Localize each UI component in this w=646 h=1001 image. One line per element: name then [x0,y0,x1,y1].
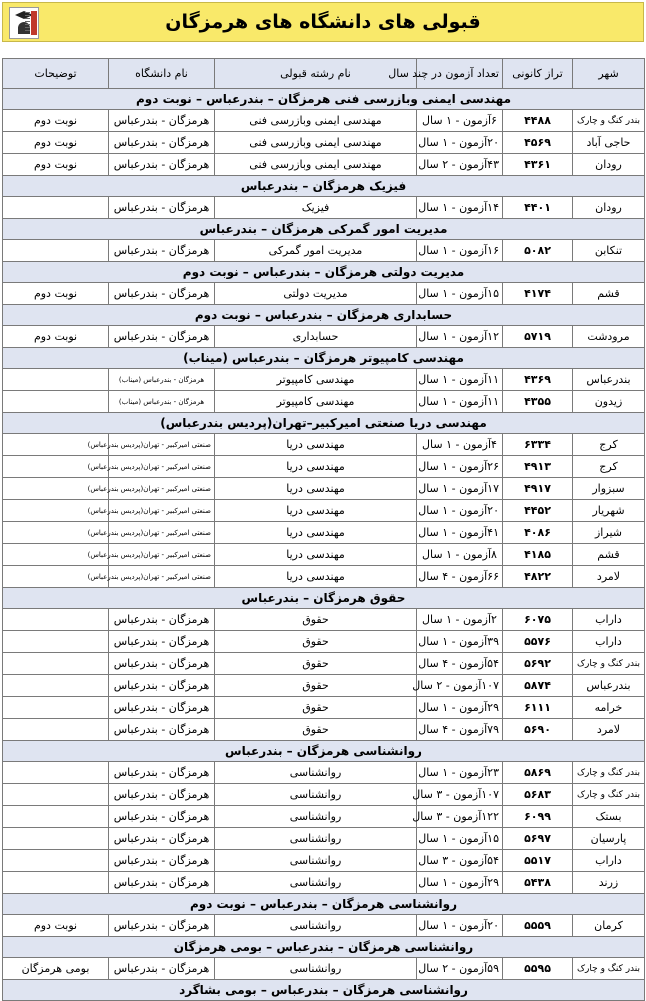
header-city: شهر [573,59,645,89]
cell-notes [3,762,109,784]
section-header-row [3,305,645,326]
cell-exams: ۱۱آزمون - ۱ سال [417,391,503,413]
section-title: مهندسی ایمنی وبازرسی فنی هرمزگان – بندرعباس – نوبت دوم [3,89,645,110]
cell-score: ۵۸۶۹ [503,762,573,784]
section-header-row [3,219,645,240]
table-row [3,544,645,566]
cell-exams: ۷۹آزمون - ۴ سال [417,719,503,741]
cell-city: لامرد [573,566,645,588]
section-header-row [3,89,645,110]
table-row [3,806,645,828]
cell-university: هرمزگان - بندرعباس [109,806,215,828]
cell-university: هرمزگان - بندرعباس [109,631,215,653]
section-title: مهندسی کامپیوتر هرمزگان – بندرعباس (میناب) [3,348,645,369]
cell-university: هرمزگان - بندرعباس (میناب) [109,391,215,413]
cell-university: صنعتی امیرکبیر - تهران(پردیس بندرعباس) [109,522,215,544]
table-row [3,609,645,631]
table-row [3,872,645,894]
cell-major: حقوق [215,653,417,675]
cell-notes [3,828,109,850]
cell-city: زیدون [573,391,645,413]
cell-major: حقوق [215,719,417,741]
cell-major: روانشناسی [215,850,417,872]
cell-exams: ۲۰آزمون - ۱ سال [417,500,503,522]
cell-university: هرمزگان - بندرعباس [109,762,215,784]
cell-major: مهندسی دریا [215,434,417,456]
cell-university: هرمزگان - بندرعباس [109,197,215,219]
cell-city: بندر کنگ و چارک [573,784,645,806]
cell-notes: نوبت دوم [3,110,109,132]
cell-score: ۶۰۷۵ [503,609,573,631]
header-university: نام دانشگاه [109,59,215,89]
cell-score: ۵۵۱۷ [503,850,573,872]
cell-notes [3,197,109,219]
cell-notes [3,609,109,631]
cell-notes [3,872,109,894]
table-row [3,283,645,305]
table-row [3,828,645,850]
cell-score: ۶۳۳۴ [503,434,573,456]
cell-exams: ۱۷آزمون - ۱ سال [417,478,503,500]
section-header-row [3,894,645,915]
cell-score: ۴۹۱۷ [503,478,573,500]
cell-university: صنعتی امیرکبیر - تهران(پردیس بندرعباس) [109,500,215,522]
logo [9,7,39,39]
cell-university: هرمزگان - بندرعباس [109,958,215,980]
cell-city: بندر کنگ و چارک [573,762,645,784]
cell-notes [3,675,109,697]
section-header-row [3,348,645,369]
cell-university: هرمزگان - بندرعباس [109,828,215,850]
section-header-row [3,262,645,283]
cell-notes: نوبت دوم [3,154,109,176]
cell-major: حقوق [215,609,417,631]
cell-notes [3,369,109,391]
table-row [3,958,645,980]
cell-city: بندر کنگ و چارک [573,653,645,675]
header-score: تراز کانونی [503,59,573,89]
cell-exams: ۲۹آزمون - ۱ سال [417,872,503,894]
table-row [3,110,645,132]
cell-city: مرودشت [573,326,645,348]
cell-exams: ۴۳آزمون - ۲ سال [417,154,503,176]
cell-university: هرمزگان - بندرعباس [109,697,215,719]
cell-exams: ۵۴آزمون - ۳ سال [417,850,503,872]
cell-city: بستک [573,806,645,828]
header-major: نام رشته قبولی [215,59,417,89]
table-body [3,89,645,1001]
cell-exams: ۱۰۷آزمون - ۳ سال [417,784,503,806]
cell-university: هرمزگان - بندرعباس [109,653,215,675]
cell-city: داراب [573,850,645,872]
cell-score: ۵۶۸۳ [503,784,573,806]
cell-exams: ۶آزمون - ۱ سال [417,110,503,132]
cell-exams: ۴آزمون - ۱ سال [417,434,503,456]
cell-university: هرمزگان - بندرعباس [109,132,215,154]
cell-score: ۴۳۶۱ [503,154,573,176]
cell-city: قشم [573,283,645,305]
section-header-row [3,588,645,609]
cell-city: زرند [573,872,645,894]
cell-major: مهندسی کامپیوتر [215,369,417,391]
cell-university: هرمزگان - بندرعباس [109,850,215,872]
table-row [3,915,645,937]
cell-major: روانشناسی [215,806,417,828]
cell-city: کرج [573,456,645,478]
cell-exams: ۲آزمون - ۱ سال [417,609,503,631]
cell-notes [3,850,109,872]
cell-exams: ۱۴آزمون - ۱ سال [417,197,503,219]
table-row [3,566,645,588]
cell-major: روانشناسی [215,762,417,784]
cell-score: ۵۷۱۹ [503,326,573,348]
cell-exams: ۱۱آزمون - ۱ سال [417,369,503,391]
cell-university: هرمزگان - بندرعباس [109,872,215,894]
cell-score: ۴۰۸۶ [503,522,573,544]
cell-major: روانشناسی [215,915,417,937]
cell-university: هرمزگان - بندرعباس [109,154,215,176]
section-title: مدیریت امور گمرکی هرمزگان – بندرعباس [3,219,645,240]
cell-score: ۶۰۹۹ [503,806,573,828]
cell-major: حقوق [215,631,417,653]
cell-notes: نوبت دوم [3,132,109,154]
table-row [3,197,645,219]
cell-notes [3,806,109,828]
cell-university: هرمزگان - بندرعباس [109,719,215,741]
cell-city: حاجی آباد [573,132,645,154]
section-header-row [3,937,645,958]
table-row [3,456,645,478]
cell-major: حقوق [215,675,417,697]
cell-score: ۴۵۶۹ [503,132,573,154]
cell-score: ۵۵۷۶ [503,631,573,653]
cell-exams: ۶۶آزمون - ۴ سال [417,566,503,588]
cell-score: ۴۴۸۸ [503,110,573,132]
cell-score: ۵۰۸۲ [503,240,573,262]
cell-city: رودان [573,197,645,219]
cell-notes [3,784,109,806]
cell-exams: ۲۳آزمون - ۱ سال [417,762,503,784]
cell-score: ۴۳۵۵ [503,391,573,413]
table-row [3,240,645,262]
cell-major: مدیریت دولتی [215,283,417,305]
cell-exams: ۱۶آزمون - ۱ سال [417,240,503,262]
cell-major: روانشناسی [215,784,417,806]
cell-exams: ۲۰آزمون - ۱ سال [417,915,503,937]
cell-exams: ۲۰آزمون - ۱ سال [417,132,503,154]
cell-exams: ۱۵آزمون - ۱ سال [417,828,503,850]
cell-city: داراب [573,609,645,631]
cell-score: ۴۱۷۴ [503,283,573,305]
cell-notes: نوبت دوم [3,283,109,305]
cell-major: مهندسی ایمنی وبازرسی فنی [215,110,417,132]
cell-notes [3,240,109,262]
admissions-table [2,58,645,1001]
cell-notes [3,653,109,675]
section-title: مدیریت دولتی هرمزگان – بندرعباس – نوبت دوم [3,262,645,283]
cell-city: کرمان [573,915,645,937]
cell-notes: نوبت دوم [3,915,109,937]
section-title: روانشناسی هرمزگان – بندرعباس – نوبت دوم [3,894,645,915]
cell-city: داراب [573,631,645,653]
cell-notes [3,697,109,719]
cell-city: شیراز [573,522,645,544]
cell-university: صنعتی امیرکبیر - تهران(پردیس بندرعباس) [109,566,215,588]
section-title: فیزیک هرمزگان – بندرعباس [3,176,645,197]
cell-university: صنعتی امیرکبیر - تهران(پردیس بندرعباس) [109,478,215,500]
header-row [3,59,645,89]
cell-university: صنعتی امیرکبیر - تهران(پردیس بندرعباس) [109,434,215,456]
cell-score: ۴۹۱۳ [503,456,573,478]
cell-university: هرمزگان - بندرعباس [109,110,215,132]
cell-university: هرمزگان - بندرعباس [109,915,215,937]
cell-exams: ۱۲آزمون - ۱ سال [417,326,503,348]
cell-city: قشم [573,544,645,566]
cell-exams: ۴۱آزمون - ۱ سال [417,522,503,544]
cell-score: ۵۶۹۷ [503,828,573,850]
cell-city: رودان [573,154,645,176]
section-header-row [3,176,645,197]
cell-city: خرامه [573,697,645,719]
section-title: روانشناسی هرمزگان – بندرعباس [3,741,645,762]
cell-exams: ۵۹آزمون - ۲ سال [417,958,503,980]
section-title: حسابداری هرمزگان – بندرعباس – نوبت دوم [3,305,645,326]
cell-university: هرمزگان - بندرعباس [109,609,215,631]
table-row [3,653,645,675]
cell-score: ۴۳۶۹ [503,369,573,391]
cell-major: مهندسی دریا [215,478,417,500]
table-row [3,434,645,456]
cell-score: ۶۱۱۱ [503,697,573,719]
cell-major: روانشناسی [215,872,417,894]
cell-score: ۴۴۵۲ [503,500,573,522]
cell-city: پارسیان [573,828,645,850]
table-row [3,697,645,719]
cell-notes [3,391,109,413]
cell-university: هرمزگان - بندرعباس [109,283,215,305]
section-title: روانشناسی هرمزگان – بندرعباس – بومی بشاگرد [3,980,645,1001]
cell-city: بندر کنگ و چارک [573,110,645,132]
cell-score: ۵۴۳۸ [503,872,573,894]
cell-major: مدیریت امور گمرکی [215,240,417,262]
cell-university: هرمزگان - بندرعباس [109,784,215,806]
cell-university: هرمزگان - بندرعباس [109,240,215,262]
cell-score: ۵۸۷۴ [503,675,573,697]
cell-major: حسابداری [215,326,417,348]
cell-city: تنکابن [573,240,645,262]
cell-score: ۵۶۹۰ [503,719,573,741]
cell-major: مهندسی کامپیوتر [215,391,417,413]
cell-city: کرج [573,434,645,456]
table-row [3,478,645,500]
cell-score: ۵۵۹۵ [503,958,573,980]
cell-university: صنعتی امیرکبیر - تهران(پردیس بندرعباس) [109,544,215,566]
cell-major: مهندسی دریا [215,522,417,544]
header-notes: توضیحات [3,59,109,89]
cell-city: بندر کنگ و چارک [573,958,645,980]
title-bar [2,2,644,42]
cell-city: سبزوار [573,478,645,500]
cell-score: ۴۱۸۵ [503,544,573,566]
cell-university: هرمزگان - بندرعباس [109,675,215,697]
cell-score: ۴۸۲۲ [503,566,573,588]
cell-exams: ۲۶آزمون - ۱ سال [417,456,503,478]
cell-exams: ۸آزمون - ۱ سال [417,544,503,566]
cell-notes: بومی هرمزگان [3,958,109,980]
table-row [3,369,645,391]
table-row [3,326,645,348]
cell-score: ۴۴۰۱ [503,197,573,219]
cell-exams: ۵۴آزمون - ۴ سال [417,653,503,675]
cell-major: مهندسی دریا [215,566,417,588]
table-row [3,719,645,741]
header-exams: تعداد آزمون در چند سال [417,59,503,89]
table-row [3,631,645,653]
table-row [3,391,645,413]
cell-university: هرمزگان - بندرعباس [109,326,215,348]
table-row [3,762,645,784]
cell-notes [3,631,109,653]
cell-exams: ۱۵آزمون - ۱ سال [417,283,503,305]
cell-exams: ۱۲۲آزمون - ۳ سال [417,806,503,828]
table-row [3,132,645,154]
cell-score: ۵۵۵۹ [503,915,573,937]
cell-university: صنعتی امیرکبیر - تهران(پردیس بندرعباس) [109,456,215,478]
table-row [3,500,645,522]
cell-city: بندرعباس [573,675,645,697]
cell-score: ۵۶۹۲ [503,653,573,675]
table-row [3,850,645,872]
cell-city: بندرعباس [573,369,645,391]
section-header-row [3,741,645,762]
cell-major: روانشناسی [215,958,417,980]
cell-major: فیزیک [215,197,417,219]
cell-major: روانشناسی [215,828,417,850]
page-title: قبولی های دانشگاه های هرمزگان [165,11,481,33]
cell-notes: نوبت دوم [3,326,109,348]
cell-notes [3,719,109,741]
cell-major: مهندسی دریا [215,500,417,522]
table-row [3,675,645,697]
cell-major: مهندسی دریا [215,456,417,478]
cell-exams: ۳۹آزمون - ۱ سال [417,631,503,653]
cell-major: مهندسی دریا [215,544,417,566]
table-row [3,154,645,176]
section-title: حقوق هرمزگان – بندرعباس [3,588,645,609]
cell-city: شهریار [573,500,645,522]
cell-major: مهندسی ایمنی وبازرسی فنی [215,132,417,154]
section-title: روانشناسی هرمزگان – بندرعباس – بومی هرمزگان [3,937,645,958]
section-header-row [3,413,645,434]
cell-city: لامرد [573,719,645,741]
cell-major: مهندسی ایمنی وبازرسی فنی [215,154,417,176]
cell-major: حقوق [215,697,417,719]
table-row [3,784,645,806]
cell-exams: ۱۰۷آزمون - ۲ سال [417,675,503,697]
section-title: مهندسی دریا صنعتی امیرکبیر–تهران(پردیس بندرعباس) [3,413,645,434]
section-header-row [3,980,645,1001]
cell-university: هرمزگان - بندرعباس (میناب) [109,369,215,391]
table-row [3,522,645,544]
cell-exams: ۲۹آزمون - ۱ سال [417,697,503,719]
